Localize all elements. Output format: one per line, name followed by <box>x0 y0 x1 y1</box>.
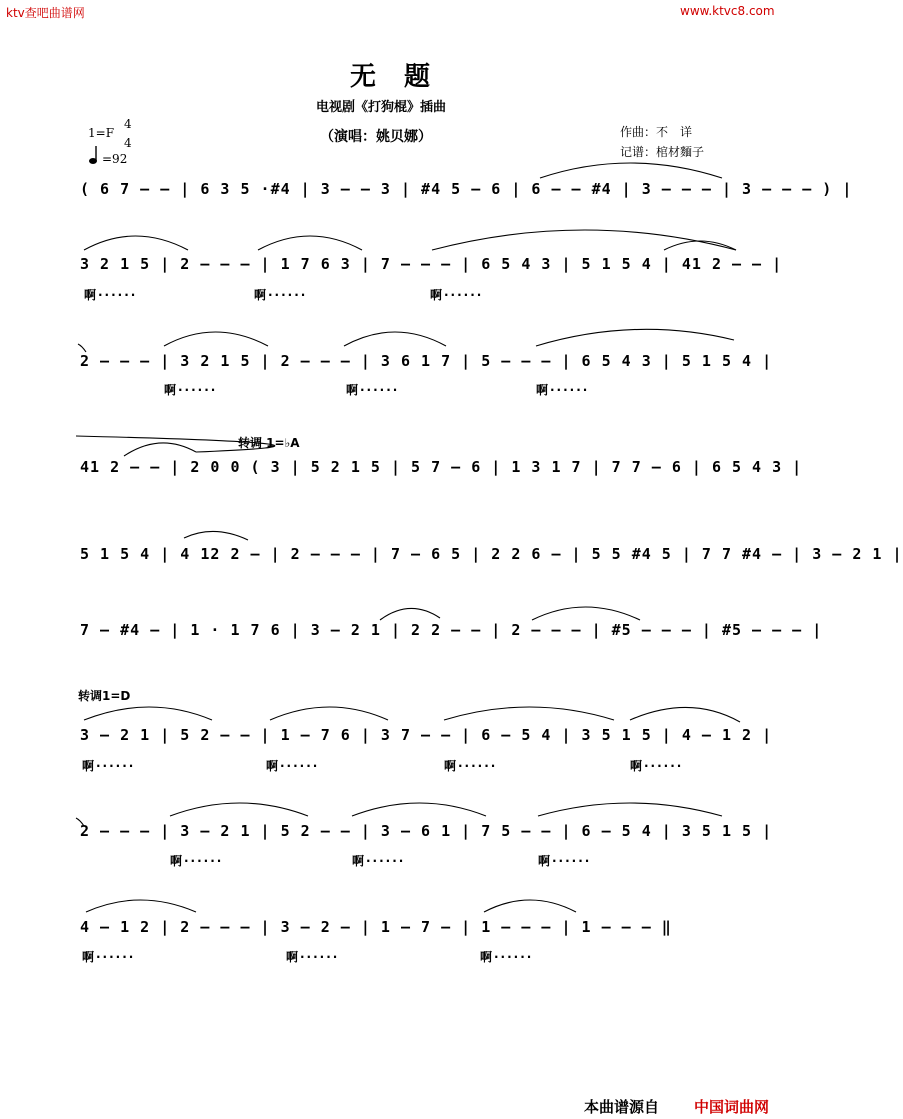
time-signature-bottom: 4 <box>124 136 132 150</box>
slur-row-3-c <box>536 329 734 346</box>
transcriber-credit: 记谱：棺材麵子 <box>620 145 705 159</box>
lyric-row-7-d: 啊······ <box>630 759 684 773</box>
slur-row-2-a <box>84 236 188 250</box>
score-row-3: 2 – – – | 3 2 1 5 | 2 – – – | 3 6 1 7 | 5 – – – | 6 5 4 3 | 5 1 5 4 | <box>80 352 773 370</box>
tie-row-6-a <box>380 608 440 620</box>
key-signature: 1=F <box>88 126 115 140</box>
time-signature-top: 4 <box>124 117 132 131</box>
slur-row-2-c <box>432 230 736 250</box>
site-watermark-right: www.ktvc8.com <box>680 4 775 18</box>
lyric-row-9-c: 啊······ <box>480 950 534 964</box>
score-row-2: 3 2 1 5 | 2 – – – | 1 7 6 3 | 7 – – – | 6 5 4 3 | 5 1 5 4 | 41 2 – – | <box>80 255 783 273</box>
slur-row-4-b <box>124 443 196 456</box>
composer-credit: 作曲：不 详 <box>620 125 693 139</box>
lyric-row-9-a: 啊······ <box>82 950 136 964</box>
tempo-marking: =92 <box>102 152 128 166</box>
slur-row-3-b <box>344 332 446 346</box>
score-row-9: 4 – 1 2 | 2 – – – | 3 – 2 – | 1 – 7 – | 1 – – – | 1 – – – ‖ <box>80 918 672 936</box>
lyric-row-3-c: 啊······ <box>536 383 590 397</box>
score-row-4: 41 2 – – | 2 0 0 ( 3 | 5 2 1 5 | 5 7 – 6 | 1 3 1 7 | 7 7 – 6 | 6 5 4 3 | <box>80 458 803 476</box>
lyric-row-3-b: 啊······ <box>346 383 400 397</box>
footer-source-label: 本曲谱源自 <box>584 1098 660 1116</box>
score-row-8: 2 – – – | 3 – 2 1 | 5 2 – – | 3 – 6 1 | 7 5 – – | 6 – 5 4 | 3 5 1 5 | <box>80 822 773 840</box>
lyric-row-7-a: 啊······ <box>82 759 136 773</box>
slur-row-3-a <box>164 332 268 346</box>
lyric-row-2-c: 啊······ <box>430 288 484 302</box>
slur-row-3-tie-in <box>78 344 86 352</box>
slur-row-8-c <box>538 803 722 816</box>
lyric-row-2-a: 啊······ <box>84 288 138 302</box>
lyric-row-7-c: 啊······ <box>444 759 498 773</box>
lyric-row-7-b: 啊······ <box>266 759 320 773</box>
lyric-row-9-b: 啊······ <box>286 950 340 964</box>
song-title: 无题 <box>350 62 459 92</box>
slur-row-7-a <box>84 707 212 720</box>
lyric-row-2-b: 啊······ <box>254 288 308 302</box>
tie-row-6-b <box>532 607 640 620</box>
slur-row-9-b <box>484 900 576 912</box>
tie-row-5 <box>184 531 248 540</box>
slur-row-8-a <box>170 803 308 816</box>
lyric-row-8-b: 啊······ <box>352 854 406 868</box>
modulation-label-second: 转调1=D <box>78 689 131 703</box>
slur-row-2-b <box>258 236 362 250</box>
footer-site-link[interactable]: 中国词曲网 <box>694 1098 770 1116</box>
slur-row-8-tie-in <box>76 818 84 826</box>
lyric-row-8-a: 啊······ <box>170 854 224 868</box>
slur-row-8-b <box>352 803 486 816</box>
slur-row-1 <box>540 163 722 178</box>
slur-row-2-d <box>664 241 736 250</box>
song-subtitle: 电视剧《打狗棍》插曲 <box>316 100 447 115</box>
score-row-6: 7 – #4 – | 1 · 1 7 6 | 3 – 2 1 | 2 2 – – | 2 – – – | #5 – – – | #5 – – – | <box>80 621 823 639</box>
modulation-label-first: 转调 1=♭A <box>238 436 300 450</box>
score-row-7: 3 – 2 1 | 5 2 – – | 1 – 7 6 | 3 7 – – | 6 – 5 4 | 3 5 1 5 | 4 – 1 2 | <box>80 726 773 744</box>
site-watermark-left: ktv查吧曲谱网 <box>6 6 85 20</box>
lyric-row-8-c: 啊······ <box>538 854 592 868</box>
slur-row-9-a <box>86 900 196 912</box>
slur-row-7-d <box>630 707 740 722</box>
lyric-row-3-a: 啊······ <box>164 383 218 397</box>
song-singer: （演唱：姚贝娜） <box>320 129 432 145</box>
score-row-1: ( 6 7 – – | 6 3 5 ·#4 | 3 – – 3 | #4 5 – 6 | 6 – – #4 | 3 – – – | 3 – – – ) | <box>80 180 853 198</box>
score-row-5: 5 1 5 4 | 4 12 2 – | 2 – – – | 7 – 6 5 | 2 2 6 – | 5 5 #4 5 | 7 7 #4 – | 3 – 2 1 | <box>80 545 903 563</box>
slur-row-7-b <box>270 707 388 720</box>
slur-row-7-c <box>444 707 614 720</box>
